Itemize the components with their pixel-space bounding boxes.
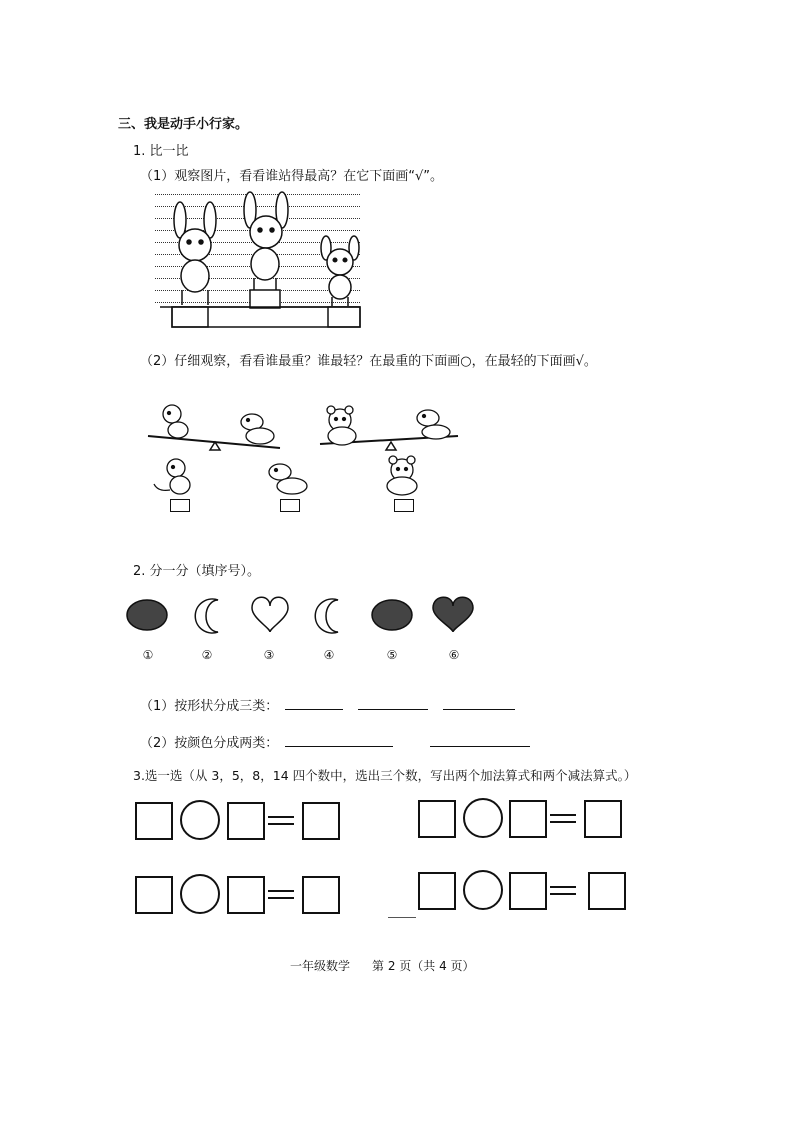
answer-line-color-2[interactable]: [430, 746, 530, 747]
bear-icon: [387, 456, 417, 495]
question-3-title: 3.选一选（从 3，5，8，14 四个数中，选出三个数，写出两个加法算式和两个减法算式。）: [133, 768, 637, 783]
shapes-row: [120, 596, 500, 666]
equation-2-equals-sign: [550, 814, 576, 823]
question-1-part-2: （2）仔细观察，看看谁最重？谁最轻？在最重的下面画○，在最轻的下面画√。: [140, 354, 597, 369]
footer-subject: 一年级数学: [290, 959, 351, 973]
stray-mark: [388, 917, 416, 918]
question-2-title: 2. 分一分（填序号）。: [133, 564, 261, 579]
puppy-icon: [417, 410, 450, 439]
answer-line-shape-3[interactable]: [443, 709, 515, 710]
rabbit-icon: [174, 202, 216, 305]
puppy-icon: [241, 414, 274, 444]
shape-label-6: ⑥: [448, 648, 460, 662]
shape-label-5: ⑤: [386, 648, 398, 662]
shape-label-4: ④: [323, 648, 335, 662]
shape-label-2: ②: [201, 648, 213, 662]
equation-3-equals-sign: [268, 890, 294, 899]
equation-1-box-2[interactable]: [227, 802, 265, 840]
shape-label-1: ①: [142, 648, 154, 662]
seesaw-figure: [140, 398, 470, 518]
heart-filled-icon: [433, 597, 473, 632]
equation-4-operator-circle[interactable]: [463, 870, 503, 910]
rabbits-drawing: [150, 190, 370, 330]
monkey-icon: [154, 459, 190, 494]
equation-3-box-result[interactable]: [302, 876, 340, 914]
circle-filled-icon: [372, 600, 412, 630]
equation-2-box-2[interactable]: [509, 800, 547, 838]
moon-outline-icon: [195, 599, 218, 633]
equation-4-equals-sign: [550, 886, 576, 895]
answer-line-color-1[interactable]: [285, 746, 393, 747]
footer-page-number: 第 2 页（共 4 页）: [372, 959, 475, 973]
equation-4-box-1[interactable]: [418, 872, 456, 910]
question-2-part-2: （2）按颜色分成两类：: [140, 736, 279, 751]
equation-2-operator-circle[interactable]: [463, 798, 503, 838]
equation-2-box-result[interactable]: [584, 800, 622, 838]
equation-4-box-2[interactable]: [509, 872, 547, 910]
circle-filled-icon: [127, 600, 167, 630]
bear-icon: [327, 406, 356, 445]
equation-2-box-1[interactable]: [418, 800, 456, 838]
equation-3-box-1[interactable]: [135, 876, 173, 914]
question-1-part-1: （1）观察图片，看看谁站得最高？在它下面画“√”。: [140, 169, 444, 184]
section-title: 三、我是动手小行家。: [118, 117, 249, 132]
rabbits-figure: [150, 190, 370, 330]
heart-outline-icon: [252, 597, 288, 632]
answer-box-bear[interactable]: [394, 499, 414, 512]
equation-3-box-2[interactable]: [227, 876, 265, 914]
equation-1-box-result[interactable]: [302, 802, 340, 840]
rabbit-icon: [321, 236, 359, 306]
equation-4-box-result[interactable]: [588, 872, 626, 910]
moon-outline-icon: [315, 599, 338, 633]
shape-label-3: ③: [263, 648, 275, 662]
puppy-icon: [269, 464, 307, 494]
answer-line-shape-2[interactable]: [358, 709, 428, 710]
equation-1-operator-circle[interactable]: [180, 800, 220, 840]
monkey-icon: [163, 405, 188, 438]
question-2-part-1: （1）按形状分成三类：: [140, 699, 279, 714]
answer-box-monkey[interactable]: [170, 499, 190, 512]
equation-1-box-1[interactable]: [135, 802, 173, 840]
rabbit-icon: [244, 192, 288, 290]
equation-1-equals-sign: [268, 816, 294, 825]
answer-box-puppy[interactable]: [280, 499, 300, 512]
answer-line-shape-1[interactable]: [285, 709, 343, 710]
question-1-title: 1. 比一比: [133, 144, 189, 159]
equation-3-operator-circle[interactable]: [180, 874, 220, 914]
